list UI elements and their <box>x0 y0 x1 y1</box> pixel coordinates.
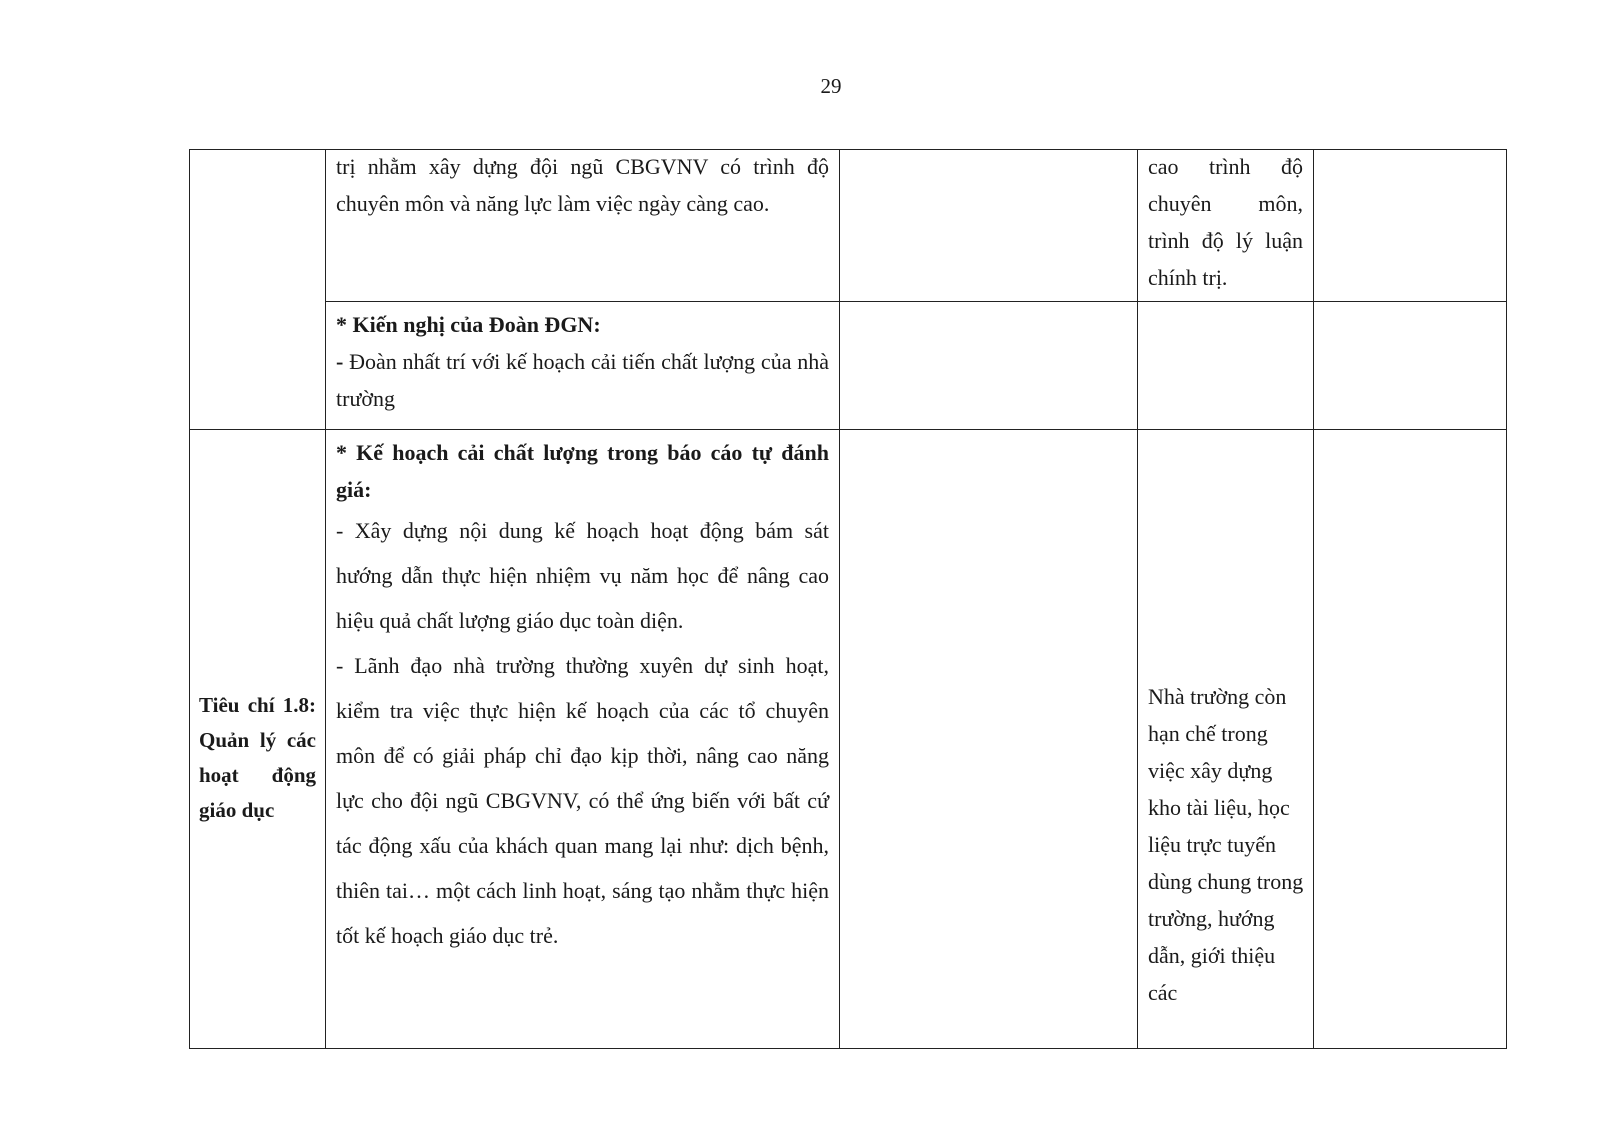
criterion-label: Tiêu chí 1.8: Quản lý các hoạt động giáo dục <box>199 693 316 822</box>
empty-cell <box>1314 150 1507 302</box>
note-cell <box>1138 150 1314 302</box>
criterion-cell-empty <box>190 150 326 430</box>
empty-cell <box>840 302 1138 430</box>
empty-cell <box>1138 302 1314 430</box>
table-row <box>190 150 1507 302</box>
criterion-cell <box>190 430 326 1049</box>
plan-item: - Xây dựng nội dung kế hoạch hoạt động bám sát hướng dẫn thực hiện nhiệm vụ năm học để nâng cao hiệu quả chất lượng giáo dục toàn diện. <box>336 518 829 633</box>
recommendation-heading: * Kiến nghị của Đoàn ĐGN: <box>336 312 601 337</box>
note-text: cao trình độ chuyên môn, trình độ lý luận chính trị. <box>1148 154 1303 290</box>
empty-cell <box>1314 430 1507 1049</box>
empty-cell <box>840 430 1138 1049</box>
evaluation-table <box>189 149 1507 1049</box>
content-cell <box>326 430 840 1049</box>
empty-cell <box>840 150 1138 302</box>
table-row <box>190 430 1507 1049</box>
note-text: Nhà trường còn hạn chế trong việc xây dựng kho tài liệu, học liệu trực tuyến dùng chung trong trường, hướng dẫn, giới thiệu các <box>1148 684 1304 1005</box>
plan-item: - Lãnh đạo nhà trường thường xuyên dự sinh hoạt, kiểm tra việc thực hiện kế hoạch của các tổ chuyên môn để có giải pháp chỉ đạo kịp thời, nâng cao năng lực cho đội ngũ CBGVNV, có thể ứng biến với bất cứ tác động xấu của khách quan mang lại như: dịch bệnh, thiên tai… một cách linh hoạt, sáng tạo nhằm thực hiện tốt kế hoạch giáo dục trẻ. <box>336 653 829 948</box>
note-cell <box>1138 430 1314 1049</box>
content-cell <box>326 150 840 302</box>
content-cell <box>326 302 840 430</box>
recommendation-text: - Đoàn nhất trí với kế hoạch cải tiến chất lượng của nhà trường <box>336 349 829 411</box>
page-number: 29 <box>820 74 842 98</box>
empty-cell <box>1314 302 1507 430</box>
table-row <box>190 302 1507 430</box>
content-paragraph: trị nhằm xây dựng đội ngũ CBGVNV có trình độ chuyên môn và năng lực làm việc ngày càng cao. <box>336 154 829 216</box>
plan-heading: * Kế hoạch cải chất lượng trong báo cáo tự đánh giá: <box>336 440 829 502</box>
